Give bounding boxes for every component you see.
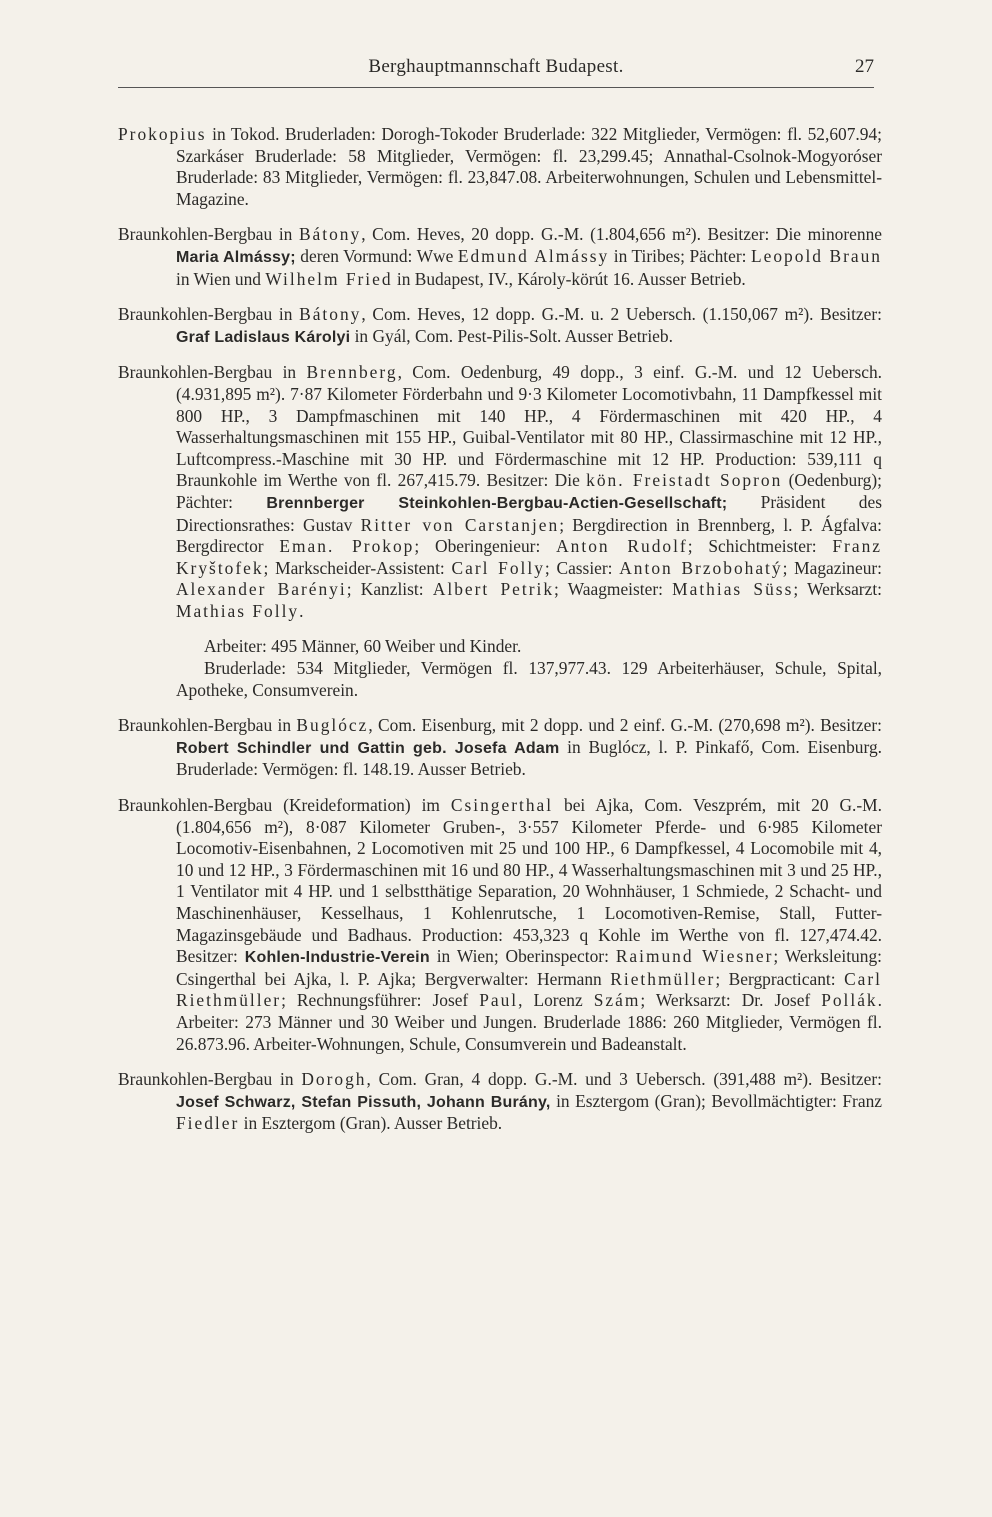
spaced-name: Riethmüller — [610, 968, 716, 989]
text-segment: ; Werksarzt: Dr. Josef — [640, 990, 822, 1011]
text-segment: deren Vormund: Wwe — [295, 245, 458, 266]
text-segment: in Esztergom (Gran); Bevollmächtigter: Franz — [550, 1090, 882, 1111]
bold-name: Robert Schindler und Gattin geb. Josefa Adam — [176, 739, 560, 757]
spaced-name: Prokopius — [118, 124, 207, 144]
spaced-name: Anton Brzobohatý — [619, 557, 783, 578]
text-segment: Braunkohlen-Bergbau (Kreideformation) im — [118, 795, 451, 816]
text-segment: ; Bergdirection in Brennberg, l. P. Ágfalva: Bergdirector — [176, 514, 882, 557]
spaced-name: Csingerthal — [450, 795, 554, 816]
sub-paragraph: Arbeiter: 495 Männer, 60 Weiber und Kinder. — [204, 636, 522, 657]
text-segment: , Com. Eisenburg, mit 2 dopp. und 2 einf. G.-M. (270,698 m²). Besitzer: — [368, 715, 882, 736]
spaced-name: Eman. Prokop — [279, 536, 415, 557]
text-segment: ; Werksleitung: Csingerthal bei Ajka, l. P. Ajka; Bergverwalter: Hermann — [176, 946, 882, 989]
text-segment: Braunkohlen-Bergbau in — [118, 1069, 302, 1090]
spaced-name: Leopold Braun — [751, 245, 882, 266]
text-segment: ; Schichtmeister: — [687, 536, 833, 557]
spaced-name: Carl Riethmüller — [176, 968, 883, 1011]
spaced-name: Pollák — [821, 990, 878, 1011]
text-segment: ; Cassier: — [544, 557, 620, 578]
entry-paragraph — [118, 795, 882, 1055]
text-segment: in Tokod. Bruderladen: Dorogh-Tokoder Bruderlade: 322 Mitglieder, Vermögen: fl. 52,607.94; Szarkáser Bruderlade: 58 Mitglieder, Vermögen: fl. 23,299.45; Annathal-Csolnok-Mogyoróser Bruderlade: 83 Mitglieder, Vermögen: fl. 23,847.08. Arbeiterwohnungen, Schulen und Lebensmittel-Magazine. — [176, 124, 882, 209]
spaced-name: Buglócz — [296, 715, 369, 736]
entry-paragraph — [118, 1069, 882, 1135]
spaced-name: Anton Rudolf — [556, 536, 688, 557]
spaced-name: Paul — [479, 990, 519, 1011]
entry-paragraph — [118, 124, 882, 210]
text-segment: , Com. Oedenburg, 49 dopp., 3 einf. G.-M. und 12 Uebersch. (4.931,895 m²). 7·87 Kilometer Förderbahn und 9·3 Kilometer Locomotivbahn, 11 Dampfkessel mit 800 HP., 3 Dampfmaschinen mit 140 HP., 4 Fördermaschinen mit 420 HP., 4 Wasserhaltungsmaschinen mit 155 HP., Guibal-Ventilator mit 80 HP., Classirmaschine mit 12 HP., Luftcompress.-Maschine mit 30 HP. und Fördermaschine mit 12 HP. Production: 539,111 q Braunkohle im Werthe von fl. 267,415.79. Besitzer: Die — [176, 362, 882, 491]
text-segment: Präsident des Directionsrathes: Gustav — [176, 491, 882, 535]
spaced-name: Edmund Almássy — [457, 245, 610, 266]
entry-paragraph — [118, 362, 882, 622]
text-segment: ; Werksarzt: — [793, 579, 882, 600]
spaced-name: Bátony — [298, 224, 362, 245]
text-segment: in Wien; Oberinspector: — [429, 946, 616, 967]
spaced-name: Raimund Wiesner — [615, 946, 774, 967]
text-segment: Braunkohlen-Bergbau in — [118, 362, 307, 383]
page-number: 27 — [855, 56, 874, 77]
spaced-name: Fiedler — [176, 1113, 240, 1134]
text-segment: in Buglócz, l. P. Pinkafő, Com. Eisenburg. Bruderlade: Vermögen: fl. 148.19. Ausser Betrieb. — [176, 736, 882, 780]
spaced-name: Carl Folly — [451, 557, 545, 578]
entry-paragraph — [118, 715, 882, 781]
text-segment: in Budapest, IV., Károly-körút 16. Ausser Betrieb. — [392, 268, 746, 289]
text-segment: in Gyál, Com. Pest-Pilis-Solt. Ausser Betrieb. — [350, 325, 673, 346]
header-rule — [118, 87, 874, 88]
text-segment: ; Oberingenieur: — [414, 536, 557, 557]
sub-paragraph: Bruderlade: 534 Mitglieder, Vermögen fl. 137,977.43. 129 Arbeiterhäuser, Schule, Spital, Apotheke, Consumverein. — [176, 658, 882, 700]
text-segment: , Com. Gran, 4 dopp. G.-M. und 3 Uebersch. (391,488 m²). Besitzer: — [366, 1069, 882, 1090]
entry-paragraph — [118, 304, 882, 348]
page-title: Berghauptmannschaft Budapest. — [368, 56, 624, 77]
text-segment: , Com. Heves, 20 dopp. G.-M. (1.804,656 m²). Besitzer: Die minorenne — [361, 224, 882, 245]
running-header — [118, 56, 874, 86]
bold-name: Josef Schwarz, Stefan Pissuth, Johann Burány, — [176, 1093, 551, 1111]
spaced-name: Dorogh — [301, 1069, 367, 1090]
text-segment: ; Bergpracticant: — [715, 968, 845, 989]
text-segment: ; Magazineur: — [782, 557, 883, 578]
text-segment: (Oedenburg); Pächter: — [176, 470, 882, 512]
text-segment: in Tiribes; Pächter: — [609, 245, 752, 266]
text-segment: Braunkohlen-Bergbau in — [118, 715, 297, 736]
spaced-name: Brennberg — [306, 362, 398, 383]
text-segment: in Esztergom (Gran). Ausser Betrieb. — [239, 1113, 503, 1134]
text-segment: bei Ajka, Com. Veszprém, mit 20 G.-M. (1.804,656 m²), 8·087 Kilometer Gruben-, 3·557 Kilometer Pferde- und 6·985 Kilometer Locomotiv-Eisenbahnen, 2 Locomotiven mit 25 und 100 HP., 6 Dampfkessel, 4 Locomobile mit 4, 10 und 12 HP., 3 Fördermaschinen mit 16 und 80 HP., 4 Wasserhaltungsmaschinen mit 3 und 25 HP., 1 Ventilator mit 4 HP. und 1 selbstthätige Separation, 20 Wohnhäuser, 1 Schmiede, 2 Schacht- und Maschinenhäuser, Kesselhaus, 1 Kohlenrutsche, 1 Locomotiven-Remise, Stall, Futter-Magazinsgebäude und Badhaus. Production: 453,323 q Kohle im Werthe von fl. 127,474.42. Besitzer: — [176, 795, 882, 967]
text-segment: ; Markscheider-Assistent: — [263, 557, 452, 578]
text-segment: ; Waagmeister: — [554, 579, 673, 600]
text-segment: . — [299, 600, 304, 621]
spaced-name: Ritter von Carstanjen — [360, 514, 560, 535]
spaced-name: Alexander Barényi — [176, 579, 347, 600]
spaced-name: Wilhelm Fried — [265, 268, 393, 289]
page-body — [118, 124, 882, 1149]
bold-name: Graf Ladislaus Károlyi — [176, 328, 351, 346]
spaced-name: Bátony — [299, 304, 362, 325]
spaced-name: Mathias Folly — [176, 600, 300, 621]
spaced-name: Szám — [593, 990, 641, 1011]
text-segment: , Com. Heves, 12 dopp. G.-M. u. 2 Uebersch. (1.150,067 m²). Besitzer: — [361, 304, 882, 325]
spaced-name: Albert Petrik — [432, 579, 555, 600]
bold-name: Kohlen-Industrie-Verein — [244, 949, 430, 967]
text-segment: Braunkohlen-Bergbau in — [118, 304, 300, 325]
spaced-name: kön. Freistadt Sopron — [586, 470, 783, 491]
bold-name: Maria Almássy; — [176, 248, 296, 266]
text-segment: , Lorenz — [518, 990, 594, 1011]
text-segment: ; Rechnungsführer: Josef — [281, 990, 480, 1011]
spaced-name: Franz Kryštofek — [176, 536, 882, 578]
text-segment: . Arbeiter: 273 Männer und 30 Weiber und Jungen. Bruderlade 1886: 260 Mitglieder, Vermögen fl. 26.873.96. Arbeiter-Wohnungen, Schule, Consumverein und Badeanstalt. — [176, 990, 882, 1054]
entry-paragraph — [118, 224, 882, 290]
text-segment: ; Kanzlist: — [346, 579, 433, 600]
text-segment: in Wien und — [176, 268, 266, 289]
bold-name: Brennberger Steinkohlen-Bergbau-Actien-Gesellschaft; — [266, 494, 728, 512]
text-segment: Braunkohlen-Bergbau in — [118, 224, 299, 245]
spaced-name: Mathias Süss — [672, 579, 794, 600]
